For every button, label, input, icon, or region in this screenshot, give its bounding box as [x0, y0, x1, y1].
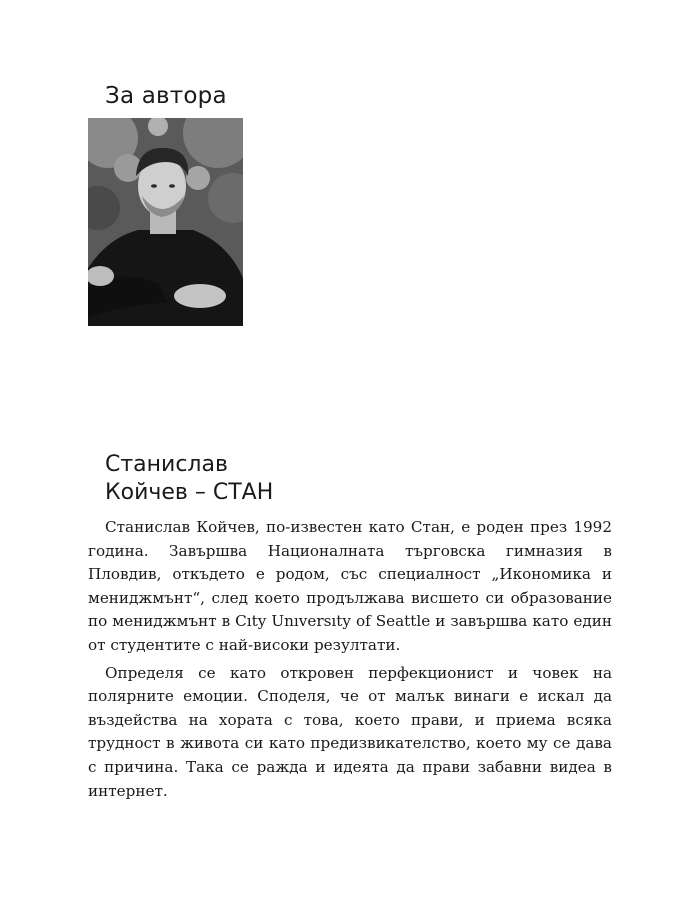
section-title: За автора [105, 83, 227, 109]
bio-paragraph: Станислав Койчев, по-известен като Стан, е роден през 1992 година. Завършва Националната търговска гимназия в Пловдив, откъдето е родом, със специалност „Икономика и мениджмънт“, след което продължава висшето си образование по мениджмънт в Cıty Unıversıty of Seattle и завършва като един от студентите с най-високи резултати. [88, 518, 612, 654]
author-photo [88, 118, 243, 326]
bio-paragraph: Определя се като откровен перфекционист и човек на полярните емоции. Споделя, че от малък винаги е искал да въздейства на хората с това, което прави, и приема всяка трудност в живота си като предизвикателство, което му се дава с причина. Така се ражда и идеята да прави забавни видеа в интернет. [88, 663, 612, 800]
author-bio [88, 516, 612, 807]
author-name-line1: Станислав [105, 452, 228, 477]
author-portrait-icon [88, 118, 243, 326]
author-name-line2: Койчев – СТАН [105, 480, 274, 505]
author-name [105, 451, 273, 507]
